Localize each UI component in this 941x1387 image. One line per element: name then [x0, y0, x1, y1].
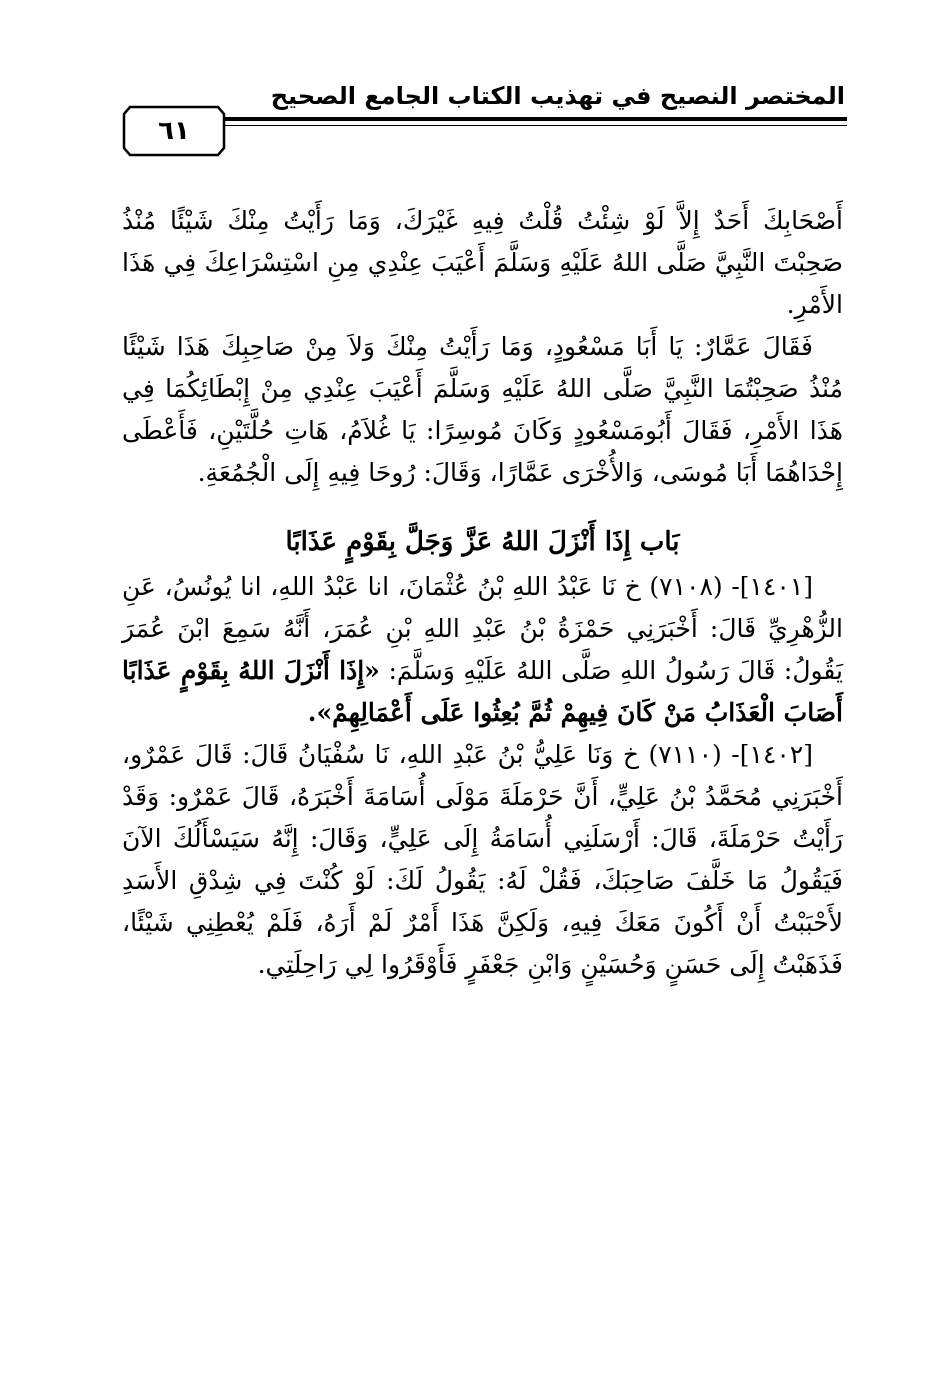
- hadith-1402: [١٤٠٢]- (٧١١٠) خ وَنَا عَلِيُّ بْنُ عَبْدِ اللهِ، نَا سُفْيَانُ قَالَ: قَالَ عَمْرٌو، أَخْبَرَنِي مُحَمَّدُ بْنُ عَلِيٍّ، أَنَّ حَرْمَلَةَ مَوْلَى أُسَامَةَ أَخْبَرَهُ، قَالَ عَمْرٌو: وَقَدْ رَأَيْتُ حَرْمَلَةَ، قَالَ: أَرْسَلَنِي أُسَامَةُ إِلَى عَلِيٍّ، وَقَالَ: إِنَّهُ سَيَسْأَلُكَ الآنَ فَيَقُولُ مَا خَلَّفَ صَاحِبَكَ، فَقُلْ لَهُ: يَقُولُ لَكَ: لَوْ كُنْتَ فِي شِدْقِ الأَسَدِ لأَحْبَبْتُ أَنْ أَكُونَ مَعَكَ فِيهِ، وَلَكِنَّ هَذَا أَمْرٌ لَمْ أَرَهُ، فَلَمْ يُعْطِنِي شَيْئًا، فَذَهَبْتُ إِلَى حَسَنٍ وَحُسَيْنٍ وَابْنِ جَعْفَرٍ فَأَوْقَرُوا لِي رَاحِلَتِي.: [122, 740, 843, 979]
- page-number: ٦١: [158, 116, 190, 146]
- paragraph-continuation: أَصْحَابِكَ أَحَدٌ إِلاَّ لَوْ شِئْتُ قُلْتُ فِيهِ غَيْرَكَ، وَمَا رَأَيْتُ مِنْكَ شَيْئًا مُنْذُ صَحِبْتَ النَّبِيَّ صَلَّى اللهُ عَلَيْهِ وَسَلَّمَ أَعْيَبَ عِنْدِي مِنِ اسْتِسْرَاعِكَ فِي هَذَا الأَمْرِ.: [122, 206, 843, 319]
- main-text: [122, 200, 843, 986]
- hadith-1401-quote: «إِذَا أَنْزَلَ اللهُ بِقَوْمٍ عَذَابًا أَصَابَ الْعَذَابُ مَنْ كَانَ فِيهِمْ ثُمَّ بُعِثُوا عَلَى أَعْمَالِهِمْ».: [122, 656, 843, 727]
- running-title: المختصر النصيح في تهذيب الكتاب الجامع الصحيح: [270, 82, 845, 110]
- hadith-1401-text: [١٤٠١]- (٧١٠٨) خ نَا عَبْدُ اللهِ بْنُ عُثْمَانَ، انا عَبْدُ اللهِ، انا يُونُسُ، عَنِ الزُّهْرِيِّ قَالَ: أَخْبَرَنِي حَمْزَةُ بْنُ عَبْدِ اللهِ بْنِ عُمَرَ، أَنَّهُ سَمِعَ ابْنَ عُمَرَ يَقُولُ: قَالَ رَسُولُ اللهِ صَلَّى اللهُ عَلَيْهِ وَسَلَّمَ:: [122, 572, 844, 685]
- header-rule: [225, 117, 847, 121]
- header-rule-thin: [225, 125, 847, 126]
- hadith-1401: [122, 566, 843, 734]
- paragraph-ammar: فَقَالَ عَمَّارٌ: يَا أَبَا مَسْعُودٍ، وَمَا رَأَيْتُ مِنْكَ وَلاَ مِنْ صَاحِبِكَ هَذَا شَيْئًا مُنْذُ صَحِبْتُمَا النَّبِيَّ صَلَّى اللهُ عَلَيْهِ وَسَلَّمَ أَعْيَبَ عِنْدِي مِنْ إِبْطَائِكُمَا فِي هَذَا الأَمْرِ، فَقَالَ أَبُومَسْعُودٍ وَكَانَ مُوسِرًا: يَا غُلاَمُ، هَاتِ حُلَّتَيْنِ، فَأَعْطَى إِحْدَاهُمَا أَبَا مُوسَى، وَالأُخْرَى عَمَّارًا، وَقَالَ: رُوحَا فِيهِ إِلَى الْجُمُعَةِ.: [122, 332, 843, 487]
- page-number-frame: [122, 105, 226, 157]
- chapter-heading: بَاب إِذَا أَنْزَلَ اللهُ عَزَّ وَجَلَّ بِقَوْمٍ عَذَابًا: [285, 527, 680, 557]
